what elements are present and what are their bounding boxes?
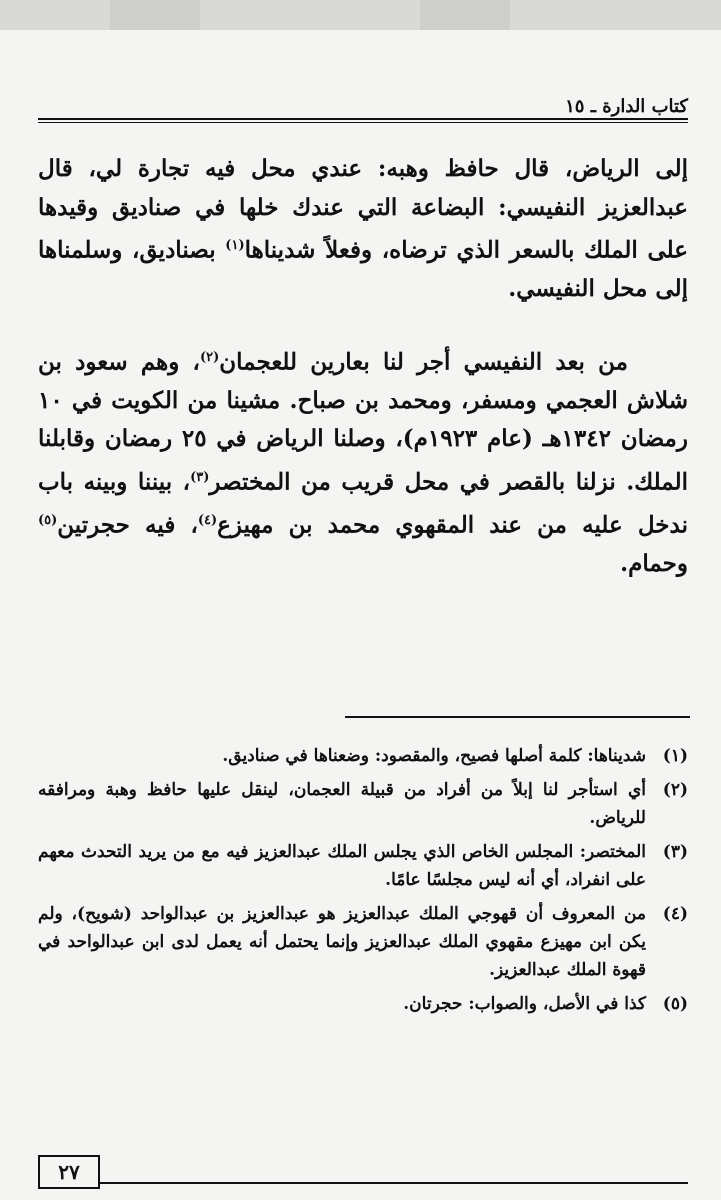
text-line: بصناديق، وسلمناها إلى محل النفيسي.: [38, 236, 688, 303]
text-line: في محل قريب من المختصر: [209, 468, 490, 496]
text-line: قال عبدالعزيز النفيسي: البضاعة التي عندك خلها في: [38, 155, 688, 221]
running-header: [38, 92, 688, 122]
footnote-number: (٤): [662, 904, 688, 924]
footnote-text: شديناها: كلمة أصلها فصيح، والمقصود: وضعناها في صناديق.: [222, 746, 646, 766]
footnote-text: من المعروف أن قهوجي الملك عبدالعزيز هو عبدالعزيز بن عبدالواحد (شويح)، ولم يكن ابن مهيزع مقهوي الملك عبدالعزيز وإنما يحتمل أنه يعمل لدى ابن عبدالواحد في قهوة الملك عبدالعزيز.: [38, 904, 646, 980]
footnote-2: [38, 776, 688, 832]
scan-artifact: [420, 0, 510, 30]
header-rule: [38, 122, 688, 123]
text-line: ، فيه حجرتين: [57, 511, 198, 539]
footnote-number: (٢): [662, 780, 688, 800]
paragraph-2: [38, 339, 688, 584]
text-line: وصلنا الرياض في ٢٥ رمضان وقابلنا الملك. نزلنا بالقصر: [38, 425, 688, 496]
text-line: من بعد النفيسي أجر لنا بعارين للعجمان: [219, 348, 628, 376]
footnote-text: أي استأجر لنا إبلاً من أفراد من قبيلة العجمان، لينقل عليها حافظ وهبة ومرافقه للرياض.: [38, 780, 646, 828]
scan-top-strip: [0, 0, 721, 30]
paragraph-1: [38, 150, 688, 309]
footnote-4: [38, 900, 688, 984]
text-line: صناديق وقيدها على الملك بالسعر الذي ترضاه، وفعلاً: [38, 193, 688, 264]
main-text: [38, 150, 688, 584]
footnote-5: [38, 990, 688, 1018]
footnote-3: [38, 838, 688, 894]
footnote-ref[interactable]: (٤): [197, 512, 218, 528]
footnote-ref[interactable]: (٥): [38, 512, 58, 528]
scan-artifact: [110, 0, 200, 30]
page-number: ٢٧: [38, 1155, 100, 1189]
footnote-number: (١): [662, 746, 688, 766]
footnotes: [38, 742, 688, 1024]
footnote-text: المختصر: المجلس الخاص الذي يجلس الملك عبدالعزيز فيه مع من يريد التحدث معهم على انفراد، أي أنه ليس مجلسًا عامًا.: [38, 842, 646, 890]
text-line: شديناها: [244, 236, 316, 264]
text-line: ، وهم: [140, 348, 200, 376]
footnote-number: (٥): [662, 994, 688, 1014]
footer-rule: [98, 1182, 688, 1184]
text-line: وحمام.: [620, 550, 688, 578]
header-title: كتاب الدارة ـ ١٥: [565, 96, 688, 117]
text-line: ، بيننا وبينه باب ندخل عليه: [38, 468, 689, 539]
header-rule: [38, 118, 688, 120]
footnote-ref[interactable]: (٢): [199, 349, 220, 365]
footnote-number: (٣): [662, 842, 688, 862]
footnote-separator: [345, 716, 690, 718]
text-line: من عند المقهوي محمد بن مهيزع: [217, 511, 567, 539]
text-line: مشينا من الكويت في ١٠ رمضان ١٣٤٢هـ (عام ١٩٢٣م)،: [38, 386, 688, 453]
footnote-text: كذا في الأصل، والصواب: حجرتان.: [403, 994, 646, 1014]
text-line: سعود بن شلاش العجمي ومسفر، ومحمد بن صباح.: [38, 348, 689, 414]
text-line: إلى الرياض، قال حافظ وهبه: عندي محل فيه تجارة لي،: [88, 155, 688, 182]
footnote-1: [38, 742, 688, 770]
footnote-ref[interactable]: (٣): [190, 469, 210, 485]
footnote-ref[interactable]: (١): [225, 238, 245, 253]
